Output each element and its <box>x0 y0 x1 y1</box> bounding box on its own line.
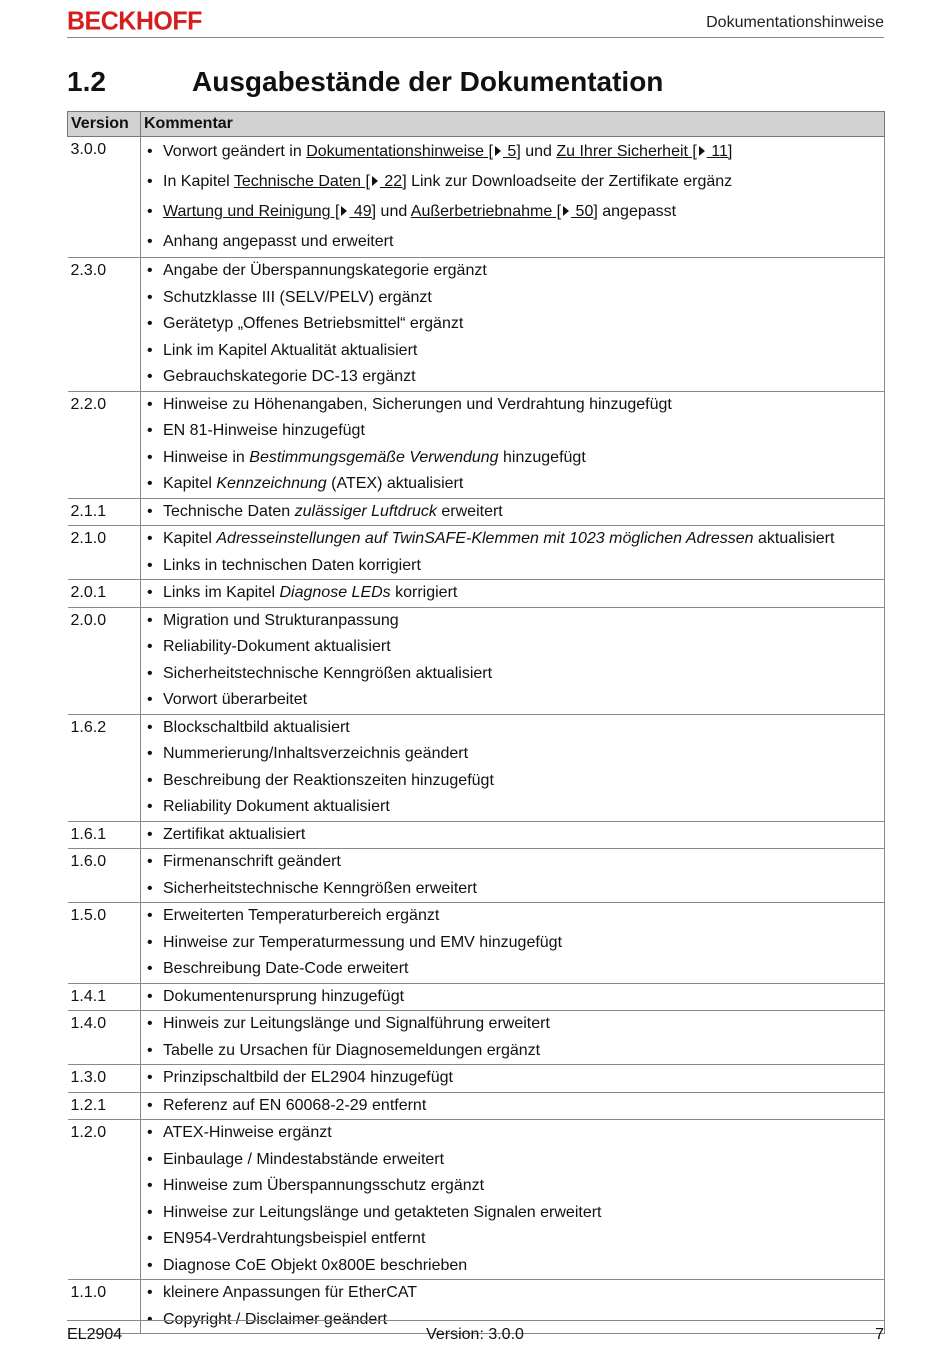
item-text: Hinweis zur Leitungslänge und Signalführung erweitert <box>163 1015 550 1032</box>
list-item <box>141 580 884 607</box>
comment-cell <box>141 849 885 903</box>
version-cell: 1.6.0 <box>68 849 141 903</box>
list-item <box>141 1011 884 1038</box>
footer-page-number: 7 <box>875 1326 884 1343</box>
table-header-row <box>68 112 885 137</box>
change-list <box>141 137 884 257</box>
list-item <box>141 1253 884 1280</box>
table-row <box>68 498 885 526</box>
item-text: Technische Daten <box>163 502 295 520</box>
emphasized-text: zulässiger Luftdruck <box>294 502 437 520</box>
table-row <box>68 1065 885 1093</box>
table-row <box>68 1011 885 1065</box>
cross-reference-link[interactable]: 22] <box>379 173 407 190</box>
item-text: Hinweise in <box>163 448 250 466</box>
list-item <box>141 311 884 338</box>
beckhoff-logo: BECKHOFF <box>67 6 202 36</box>
list-item <box>141 1280 884 1307</box>
page-ref-arrow-icon[interactable] <box>372 176 378 186</box>
item-text: Hinweise zu Höhenangaben, Sicherungen und Verdrahtung hinzugefügt <box>163 395 672 413</box>
list-item <box>141 1226 884 1253</box>
list-item <box>141 338 884 365</box>
change-list <box>141 580 884 607</box>
item-text: Gebrauchskategorie DC-13 ergänzt <box>163 368 416 385</box>
item-text: Beschreibung Date-Code erweitert <box>163 960 409 977</box>
table-row <box>68 903 885 984</box>
list-item <box>141 364 884 391</box>
list-item <box>141 822 884 849</box>
comment-cell <box>141 983 885 1011</box>
section-number: 1.2 <box>67 66 106 97</box>
table-row <box>68 983 885 1011</box>
item-text: Link zur Downloadseite der Zertifikate ergänz <box>406 173 733 190</box>
table-row <box>68 849 885 903</box>
page-ref-arrow-icon[interactable] <box>699 146 705 156</box>
comment-cell <box>141 714 885 821</box>
comment-cell <box>141 137 885 258</box>
item-text: Einbaulage / Mindestabstände erweitert <box>163 1150 445 1168</box>
list-item <box>141 1120 884 1147</box>
version-cell: 1.4.0 <box>68 1011 141 1065</box>
change-list <box>141 608 884 714</box>
item-text: kleinere Anpassungen für EtherCAT <box>163 1284 418 1301</box>
item-text: Sicherheitstechnische Kenngrößen aktualisiert <box>163 664 493 682</box>
list-item <box>141 984 884 1011</box>
table-row <box>68 1092 885 1120</box>
list-item <box>141 227 884 257</box>
list-item <box>141 526 884 553</box>
column-header-version: Version <box>68 112 141 137</box>
item-text: Gerätetyp „Offenes Betriebsmittel“ ergänzt <box>163 315 464 332</box>
item-text: Dokumentenursprung hinzugefügt <box>163 987 405 1005</box>
version-cell: 1.2.1 <box>68 1092 141 1120</box>
change-list <box>141 1065 884 1092</box>
table-body <box>68 137 885 1334</box>
column-header-comment: Kommentar <box>141 112 885 137</box>
list-item <box>141 715 884 742</box>
footer-product: EL2904 <box>67 1326 123 1343</box>
comment-cell <box>141 821 885 849</box>
table-row <box>68 607 885 714</box>
list-item <box>141 741 884 768</box>
item-text: Copyright / Disclaimer geändert <box>163 1310 388 1328</box>
page-ref-arrow-icon[interactable] <box>495 146 501 156</box>
table-row <box>68 1120 885 1280</box>
version-cell: 1.4.1 <box>68 983 141 1011</box>
section-title: Ausgabestände der Dokumentation <box>192 66 664 97</box>
item-text: Nummerierung/Inhaltsverzeichnis geändert <box>163 745 469 762</box>
cross-reference-link[interactable]: Zu Ihrer Sicherheit [ <box>556 143 697 160</box>
header-section-name: Dokumentationshinweise <box>706 14 884 31</box>
change-list <box>141 526 884 579</box>
item-text: Blockschaltbild aktualisiert <box>163 718 350 736</box>
list-item <box>141 849 884 876</box>
item-text: aktualisiert <box>753 530 835 547</box>
list-item <box>141 794 884 821</box>
item-text: Angabe der Überspannungskategorie ergänzt <box>163 262 487 279</box>
version-history-table <box>67 111 885 1334</box>
list-item <box>141 471 884 498</box>
version-cell: 1.6.2 <box>68 714 141 821</box>
item-text: (ATEX) aktualisiert <box>326 475 464 492</box>
change-list <box>141 849 884 902</box>
emphasized-text: Adresseinstellungen auf TwinSAFE-Klemmen mit 1023 möglichen Adressen <box>216 530 754 547</box>
comment-cell <box>141 1065 885 1093</box>
item-text: Erweiterten Temperaturbereich ergänzt <box>163 907 440 924</box>
list-item <box>141 768 884 795</box>
item-text: EN 81-Hinweise hinzugefügt <box>163 422 365 439</box>
version-cell: 1.3.0 <box>68 1065 141 1093</box>
version-cell: 2.0.0 <box>68 607 141 714</box>
item-text: Links im Kapitel <box>163 584 280 601</box>
item-text: Links in technischen Daten korrigiert <box>163 556 421 574</box>
list-item <box>141 930 884 957</box>
list-item <box>141 956 884 983</box>
footer-divider <box>67 1320 884 1321</box>
item-text: Tabelle zu Ursachen für Diagnosemeldungen ergänzt <box>163 1041 541 1059</box>
comment-cell <box>141 258 885 392</box>
item-text: und <box>520 143 557 160</box>
version-cell: 3.0.0 <box>68 137 141 258</box>
item-text: Schutzklasse III (SELV/PELV) ergänzt <box>163 288 432 306</box>
comment-cell <box>141 1120 885 1280</box>
item-text: Sicherheitstechnische Kenngrößen erweitert <box>163 879 477 897</box>
version-cell: 2.0.1 <box>68 580 141 608</box>
item-text: Kapitel <box>163 475 217 492</box>
cross-reference-link[interactable]: 5] <box>502 143 521 160</box>
list-item <box>141 197 884 227</box>
emphasized-text: Kennzeichnung <box>216 475 327 492</box>
page-ref-arrow-icon[interactable] <box>563 206 569 216</box>
comment-cell <box>141 903 885 984</box>
list-item <box>141 1093 884 1120</box>
change-list <box>141 822 884 849</box>
comment-cell <box>141 526 885 580</box>
list-item <box>141 137 884 167</box>
comment-cell <box>141 607 885 714</box>
cross-reference-link[interactable]: Wartung und Reinigung [ <box>163 203 340 220</box>
item-text: Migration und Strukturanpassung <box>163 611 399 629</box>
item-text: und <box>376 203 411 220</box>
change-list <box>141 258 884 391</box>
table-row <box>68 258 885 392</box>
change-list <box>141 903 884 983</box>
version-cell: 2.1.1 <box>68 498 141 526</box>
item-text: Reliability Dokument aktualisiert <box>163 798 390 815</box>
item-text: Vorwort überarbeitet <box>163 691 308 708</box>
list-item <box>141 1147 884 1174</box>
item-text: In Kapitel <box>163 173 234 190</box>
list-item <box>141 687 884 714</box>
item-text: Zertifikat aktualisiert <box>163 825 306 843</box>
cross-reference-link[interactable]: 49] <box>349 203 377 220</box>
change-list <box>141 499 884 526</box>
version-cell: 1.6.1 <box>68 821 141 849</box>
table-row <box>68 714 885 821</box>
table-row <box>68 821 885 849</box>
item-text: Kapitel <box>163 530 217 547</box>
list-item <box>141 392 884 419</box>
list-item <box>141 1065 884 1092</box>
item-text: Referenz auf EN 60068-2-29 entfernt <box>163 1096 427 1114</box>
version-cell: 1.1.0 <box>68 1280 141 1334</box>
item-text: Vorwort geändert in <box>163 143 307 160</box>
item-text: Firmenanschrift geändert <box>163 853 341 870</box>
item-text: Hinweise zur Temperaturmessung und EMV hinzugefügt <box>163 933 563 951</box>
cross-reference-link[interactable]: Technische Daten [ <box>233 173 370 190</box>
version-cell: 2.2.0 <box>68 391 141 498</box>
list-item <box>141 1038 884 1065</box>
item-text: EN954-Verdrahtungsbeispiel entfernt <box>163 1230 426 1247</box>
list-item <box>141 258 884 285</box>
item-text: Beschreibung der Reaktionszeiten hinzugefügt <box>163 771 494 789</box>
item-text: ATEX-Hinweise ergänzt <box>163 1124 332 1141</box>
change-list <box>141 1120 884 1279</box>
change-list <box>141 1011 884 1064</box>
list-item <box>141 445 884 472</box>
table-row <box>68 580 885 608</box>
table-row <box>68 137 885 258</box>
version-cell: 2.1.0 <box>68 526 141 580</box>
list-item <box>141 285 884 312</box>
section-heading <box>67 66 663 98</box>
list-item <box>141 1200 884 1227</box>
comment-cell <box>141 580 885 608</box>
header-divider <box>67 37 884 38</box>
comment-cell <box>141 498 885 526</box>
version-cell: 1.2.0 <box>68 1120 141 1280</box>
item-text: Anhang angepasst und erweitert <box>163 233 394 250</box>
list-item <box>141 661 884 688</box>
item-text: Prinzipschaltbild der EL2904 hinzugefügt <box>163 1069 453 1086</box>
list-item <box>141 1173 884 1200</box>
table-row <box>68 391 885 498</box>
change-list <box>141 392 884 498</box>
footer-version: Version: 3.0.0 <box>426 1326 524 1343</box>
list-item <box>141 167 884 197</box>
emphasized-text: Bestimmungsgemäße Verwendung <box>249 448 499 466</box>
table-row <box>68 526 885 580</box>
item-text: Hinweise zur Leitungslänge und getakteten Signalen erweitert <box>163 1203 602 1221</box>
version-cell: 2.3.0 <box>68 258 141 392</box>
list-item <box>141 418 884 445</box>
item-text: hinzugefügt <box>498 448 586 466</box>
item-text: Diagnose CoE Objekt 0x800E beschrieben <box>163 1256 468 1274</box>
list-item <box>141 608 884 635</box>
change-list <box>141 984 884 1011</box>
cross-reference-link[interactable]: 11] <box>706 143 733 160</box>
change-list <box>141 715 884 821</box>
item-text: korrigiert <box>390 584 458 601</box>
emphasized-text: Diagnose LEDs <box>279 584 391 601</box>
comment-cell <box>141 1092 885 1120</box>
list-item <box>141 903 884 930</box>
item-text: Hinweise zum Überspannungsschutz ergänzt <box>163 1177 485 1194</box>
cross-reference-link[interactable]: Außerbetriebnahme [ <box>410 203 562 220</box>
item-text: erweitert <box>436 502 503 520</box>
version-cell: 1.5.0 <box>68 903 141 984</box>
comment-cell <box>141 391 885 498</box>
cross-reference-link[interactable]: Dokumentationshinweise [ <box>306 143 493 160</box>
change-list <box>141 1093 884 1120</box>
cross-reference-link[interactable]: 50] <box>571 203 598 220</box>
list-item <box>141 499 884 526</box>
item-text: angepasst <box>597 203 677 220</box>
list-item <box>141 634 884 661</box>
item-text: Link im Kapitel Aktualität aktualisiert <box>163 341 418 359</box>
list-item <box>141 876 884 903</box>
comment-cell <box>141 1011 885 1065</box>
page-ref-arrow-icon[interactable] <box>341 206 347 216</box>
list-item <box>141 553 884 580</box>
item-text: Reliability-Dokument aktualisiert <box>163 638 391 655</box>
